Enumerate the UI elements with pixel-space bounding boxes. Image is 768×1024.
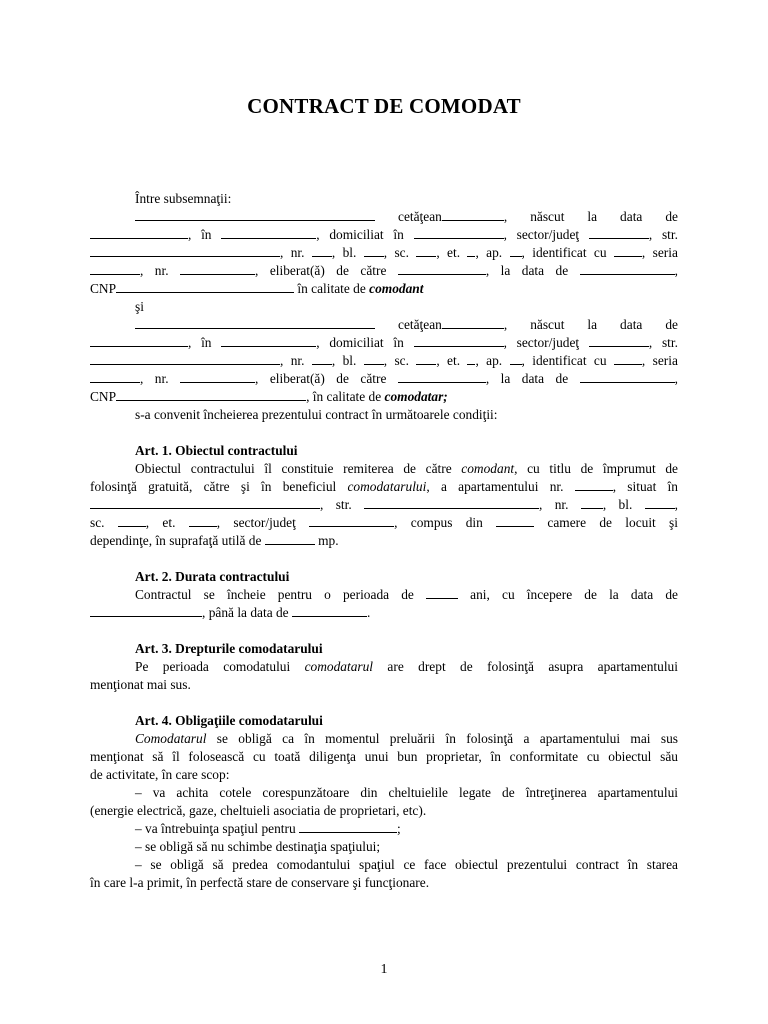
article-heading: Art. 3. Drepturile comodatarului (135, 641, 323, 656)
article-4 (90, 712, 678, 892)
article-line: menţionat mai sus. (90, 677, 191, 692)
article-line: – se obligă să nu schimbe destinaţia spaţiului; (135, 839, 381, 854)
article-line: – se obligă să predea comodantului spaţiul ce face obiectul prezentului contract în starea (135, 857, 678, 872)
article-line: folosinţă gratuită, către şi în beneficiul comodatarului, a apartamentului nr. , situat în (90, 479, 678, 494)
article-line: – va întrebuinţa spaţiul pentru ; (135, 821, 401, 836)
address-blank[interactable] (414, 334, 504, 347)
id-number-blank[interactable] (180, 262, 255, 275)
bl-blank[interactable] (364, 244, 384, 257)
article-line: Pe perioada comodatului comodatarul are drept de folosinţă asupra apartamentului (135, 659, 678, 674)
sector-blank[interactable] (309, 514, 394, 527)
intro-line: Între subsemnaţii: (135, 191, 232, 206)
citizenship-blank[interactable] (442, 208, 504, 221)
page-number: 1 (380, 962, 388, 977)
party-line-2: , în , domiciliat în , sector/judeţ , str. (90, 226, 678, 244)
series-blank[interactable] (90, 262, 140, 275)
birthdate-blank[interactable] (90, 334, 188, 347)
party-line-3: , nr. , bl. , sc. , et. , ap. , identificat cu , seria (90, 244, 678, 262)
article-1 (90, 442, 678, 550)
article-heading: Art. 4. Obligaţiile comodatarului (135, 713, 323, 728)
issue-date-blank[interactable] (580, 370, 675, 383)
party-line-3: , nr. , bl. , sc. , et. , ap. , identificat cu , seria (90, 352, 678, 370)
document-body (90, 190, 678, 892)
ap-blank[interactable] (510, 244, 522, 257)
sc-blank[interactable] (416, 244, 436, 257)
party-line-1: cetăţean , născut la data de (90, 316, 678, 334)
id-type-blank[interactable] (614, 352, 642, 365)
role-comodant: comodant (369, 281, 424, 296)
end-date-blank[interactable] (292, 604, 367, 617)
article-heading: Art. 1. Obiectul contractului (135, 443, 298, 458)
article-line: în care l-a primit, în perfectă stare de conservare şi funcţionare. (90, 875, 430, 890)
address-blank[interactable] (414, 226, 504, 239)
nr-blank[interactable] (581, 496, 603, 509)
article-line: , str. , nr. , bl. , (90, 496, 678, 514)
article-heading: Art. 2. Durata contractului (135, 569, 290, 584)
article-line: Comodatarul se obligă ca în momentul preluării în folosinţă a apartamentului mai sus (135, 731, 678, 746)
party-line-5: CNP în calitate de comodant (90, 281, 424, 296)
birthplace-blank[interactable] (221, 334, 316, 347)
birthplace-blank[interactable] (221, 226, 316, 239)
id-type-blank[interactable] (614, 244, 642, 257)
start-date-blank[interactable] (90, 604, 202, 617)
sector-blank[interactable] (589, 226, 649, 239)
issuer-blank[interactable] (398, 262, 486, 275)
article-line: menţionat să îl folosească cu toată diligenţa unui bun proprietar, în conformitate cu obiectul său (90, 749, 678, 764)
article-3 (90, 640, 678, 694)
name-blank[interactable] (135, 208, 375, 221)
party-comodant (90, 208, 678, 298)
nr-blank[interactable] (312, 244, 332, 257)
bl-blank[interactable] (364, 352, 384, 365)
party-line-5: CNP , în calitate de comodatar; (90, 389, 448, 404)
id-number-blank[interactable] (180, 370, 255, 383)
issue-date-blank[interactable] (580, 262, 675, 275)
party-line-4: , nr. , eliberat(ă) de către , la data de , (90, 262, 678, 280)
series-blank[interactable] (90, 370, 140, 383)
birthdate-blank[interactable] (90, 226, 188, 239)
nr-blank[interactable] (312, 352, 332, 365)
article-line: Contractul se încheie pentru o perioada de ani, cu începere de la data de (135, 587, 678, 602)
issuer-blank[interactable] (398, 370, 486, 383)
bl-blank[interactable] (645, 496, 675, 509)
sc-blank[interactable] (416, 352, 436, 365)
purpose-blank[interactable] (299, 820, 397, 833)
cnp-blank[interactable] (116, 280, 294, 293)
article-line: , până la data de . (90, 604, 678, 622)
document-title: CONTRACT DE COMODAT (247, 94, 521, 118)
locality-blank[interactable] (90, 496, 320, 509)
years-blank[interactable] (426, 586, 458, 599)
street-blank[interactable] (90, 352, 280, 365)
party-line-4: , nr. , eliberat(ă) de către , la data de , (90, 370, 678, 388)
and-line: şi (135, 299, 144, 314)
area-blank[interactable] (265, 532, 315, 545)
sector-blank[interactable] (589, 334, 649, 347)
article-line: dependinţe, în suprafaţă utilă de mp. (90, 533, 339, 548)
role-comodatar: comodatar; (384, 389, 448, 404)
party-line-2: , în , domiciliat în , sector/judeţ , str. (90, 334, 678, 352)
party-comodatar (90, 316, 678, 406)
article-line: – va achita cotele corespunzătoare din cheltuielile legate de întreţinerea apartamentului (135, 785, 678, 800)
rooms-blank[interactable] (496, 514, 534, 527)
street-blank[interactable] (90, 244, 280, 257)
article-line: sc. , et. , sector/judeţ , compus din camere de locuit şi (90, 515, 678, 530)
et-blank[interactable] (189, 514, 217, 527)
convened-line: s-a convenit încheierea prezentului contract în următoarele condiţii: (135, 407, 498, 422)
party-line-1: cetăţean , născut la data de (90, 208, 678, 226)
article-line: Obiectul contractului îl constituie remiterea de către comodant, cu titlu de împrumut de (135, 461, 678, 476)
ap-blank[interactable] (510, 352, 522, 365)
article-line: (energie electrică, gaze, cheltuieli asociatia de proprietari, etc). (90, 803, 427, 818)
apartment-nr-blank[interactable] (575, 478, 613, 491)
street-blank[interactable] (364, 496, 539, 509)
cnp-blank[interactable] (116, 388, 306, 401)
name-blank[interactable] (135, 316, 375, 329)
citizenship-blank[interactable] (442, 316, 504, 329)
article-line: de activitate, în care scop: (90, 767, 230, 782)
article-2 (90, 568, 678, 622)
sc-blank[interactable] (118, 514, 146, 527)
